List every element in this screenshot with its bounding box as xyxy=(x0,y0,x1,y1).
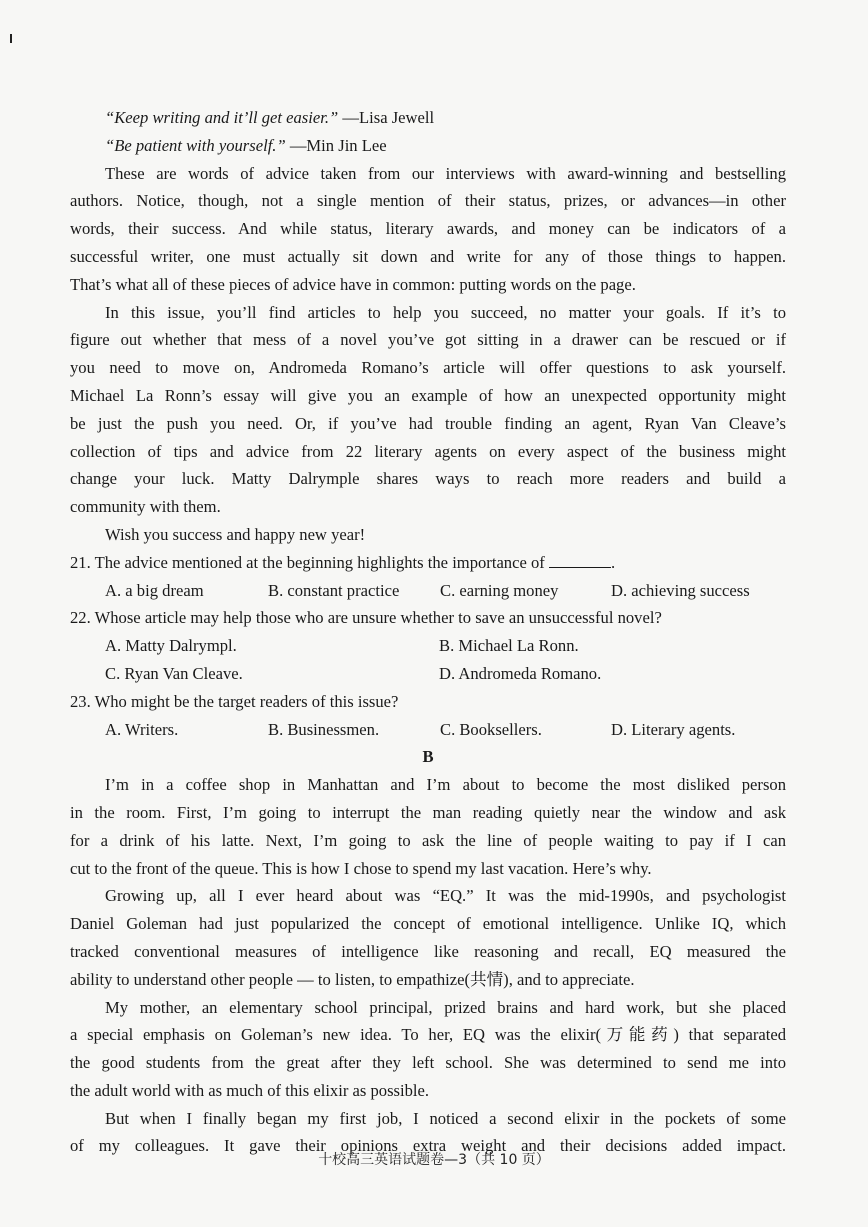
text-line: you need to move on, Andromeda Romano’s article will offer questions to ask yourself. xyxy=(70,358,786,378)
quote-author: —Min Jin Lee xyxy=(285,135,387,155)
text-line: the adult world with as much of this elixir as possible. xyxy=(70,1080,430,1100)
option-b: B. Businessmen. xyxy=(268,719,380,739)
section-b-heading: B xyxy=(422,747,434,767)
question-21 xyxy=(70,549,786,577)
option-b: B. constant practice xyxy=(268,580,400,600)
question-stem-end: . xyxy=(610,552,616,572)
page-footer: 十校高三英语试题卷—3（共 10 页） xyxy=(318,1152,550,1168)
quote-text: “Be patient with yourself.” xyxy=(105,135,286,155)
option-d: D. achieving success xyxy=(611,580,750,600)
question-22-options-row-2 xyxy=(70,660,786,688)
passage-b-paragraph-1 xyxy=(70,771,786,882)
text-line: That’s what all of these pieces of advice have in common: putting words on the page. xyxy=(70,274,636,294)
question-22-options-row-1 xyxy=(70,632,786,660)
text-line: These are words of advice taken from our interviews with award-winning and bestselling xyxy=(105,163,786,183)
option-a: A. Writers. xyxy=(105,719,179,739)
quote-1 xyxy=(70,104,786,132)
passage-b-paragraph-2 xyxy=(70,882,786,993)
answer-blank xyxy=(549,551,611,568)
text-line: change your luck. Matty Dalrymple shares ways to reach more readers and build a xyxy=(70,469,786,489)
text-line: a special emphasis on Goleman’s new idea. To her, EQ was the elixir(万能药) that separated xyxy=(70,1025,786,1045)
page-content xyxy=(70,104,786,1160)
text-line: authors. Notice, though, not a single mention of their status, prizes, or advances—in other xyxy=(70,191,786,211)
question-stem: 21. The advice mentioned at the beginning highlights the importance of xyxy=(70,552,549,572)
text-line: community with them. xyxy=(70,497,221,517)
text-line: tracked conventional measures of intelligence like reasoning and recall, EQ measured the xyxy=(70,941,786,961)
option-d: D. Literary agents. xyxy=(611,719,736,739)
text-line: In this issue, you’ll find articles to help you succeed, no matter your goals. If it’s to xyxy=(105,302,786,322)
question-21-options xyxy=(70,577,786,605)
text-line: figure out whether that mess of a novel you’ve got sitting in a drawer can be rescued or if xyxy=(70,330,786,350)
text-line: the good students from the great after they left school. She was determined to send me into xyxy=(70,1053,786,1073)
option-a: A. a big dream xyxy=(105,580,204,600)
text-line: collection of tips and advice from 22 literary agents on every aspect of the business might xyxy=(70,441,786,461)
text-line: Daniel Goleman had just popularized the concept of emotional intelligence. Unlike IQ, which xyxy=(70,914,786,934)
text-line: Michael La Ronn’s essay will give you an example of how an unexpected opportunity might xyxy=(70,385,786,405)
passage-a-paragraph-1 xyxy=(70,160,786,299)
question-23: 23. Who might be the target readers of this issue? xyxy=(70,691,399,711)
question-23-options xyxy=(70,716,786,744)
quote-2 xyxy=(70,132,786,160)
text-line: for a drink of his latte. Next, I’m going to ask the line of people waiting to pay if I can xyxy=(70,830,786,850)
quote-author: —Lisa Jewell xyxy=(338,108,435,127)
text-line: My mother, an elementary school principal, prized brains and hard work, but she placed xyxy=(105,997,786,1017)
option-d: D. Andromeda Romano. xyxy=(439,663,602,683)
text-line: words, their success. And while status, literary awards, and money can be indicators of a xyxy=(70,219,786,239)
text-line: cut to the front of the queue. This is how I chose to spend my last vacation. Here’s why. xyxy=(70,858,652,878)
question-22: 22. Whose article may help those who are unsure whether to save an unsuccessful novel? xyxy=(70,608,662,628)
passage-b-paragraph-3 xyxy=(70,994,786,1105)
text-line: successful writer, one must actually sit down and write for any of those things to happen. xyxy=(70,246,786,266)
text-line: Growing up, all I ever heard about was “EQ.” It was the mid-1990s, and psychologist xyxy=(105,886,786,906)
option-a: A. Matty Dalrympl. xyxy=(105,636,237,656)
option-c: C. Booksellers. xyxy=(440,719,542,739)
text-line: But when I finally began my first job, I noticed a second elixir in the pockets of some xyxy=(105,1108,786,1128)
quote-text: “Keep writing and it’ll get easier.” xyxy=(105,108,339,127)
option-c: C. earning money xyxy=(440,580,559,600)
text-line: I’m in a coffee shop in Manhattan and I’m about to become the most disliked person xyxy=(105,775,786,795)
text-line: ability to understand other people — to listen, to empathize(共情), and to appreciate. xyxy=(70,969,635,989)
text-line: in the room. First, I’m going to interrupt the man reading quietly near the window and ask xyxy=(70,802,786,822)
text-line: be just the push you need. Or, if you’ve had trouble finding an agent, Ryan Van Cleave’s xyxy=(70,413,786,433)
scan-mark xyxy=(10,34,12,43)
passage-a-closing: Wish you success and happy new year! xyxy=(105,524,366,544)
option-b: B. Michael La Ronn. xyxy=(439,636,579,656)
passage-a-paragraph-2 xyxy=(70,299,786,521)
option-c: C. Ryan Van Cleave. xyxy=(105,663,243,683)
text-line: of my colleagues. It gave their opinions extra weight and their decisions added impact. xyxy=(70,1136,786,1156)
